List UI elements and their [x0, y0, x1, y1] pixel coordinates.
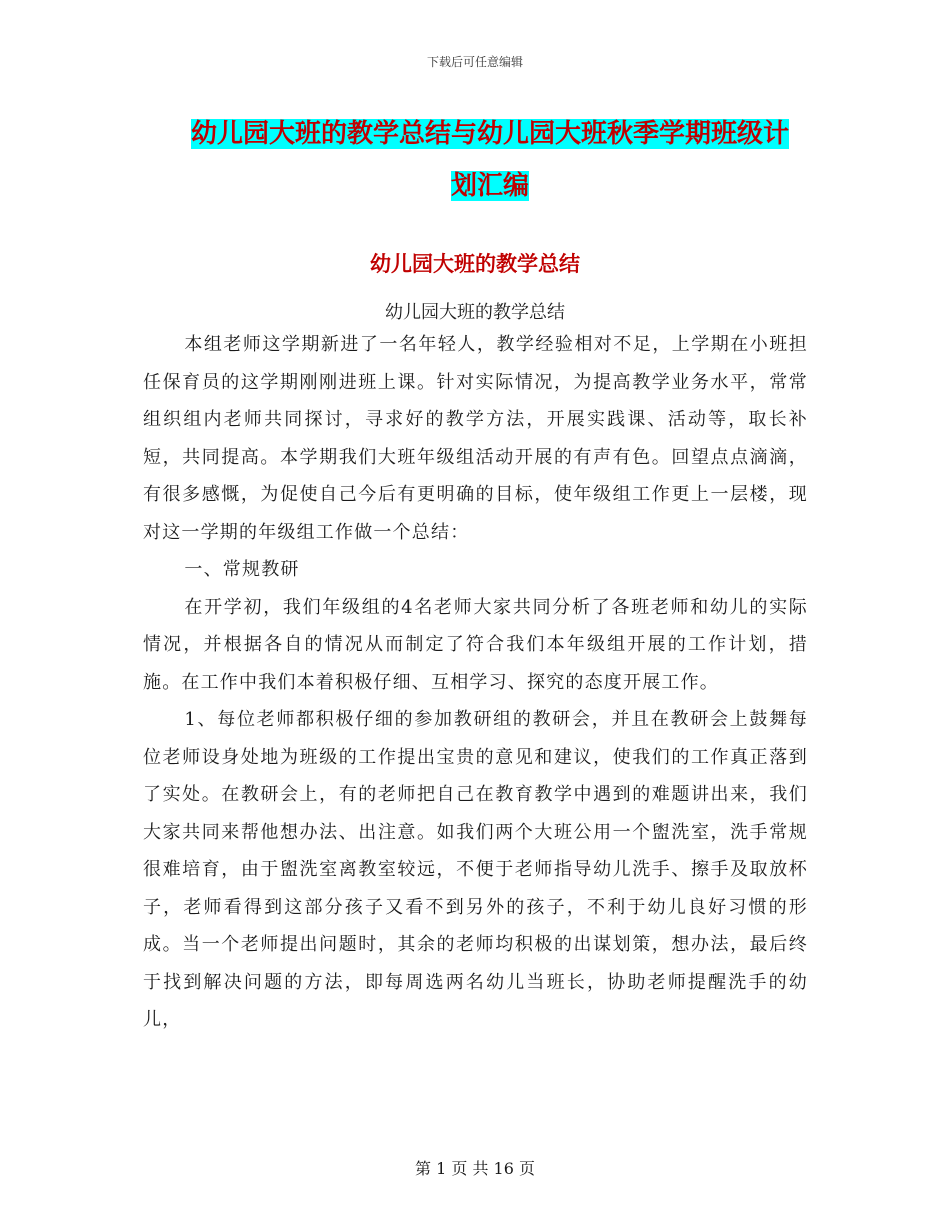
- body-text: [143, 326, 808, 1039]
- paragraph: 本组老师这学期新进了一名年轻人，教学经验相对不足，上学期在小班担任保育员的这学期刚刚进班上课。针对实际情况，为提高教学业务水平，常常组织组内老师共同探讨，寻求好的教学方法，开展实践课、活动等，取长补短，共同提高。本学期我们大班年级组活动开展的有声有色。回望点点滴滴，有很多感慨，为促使自己今后有更明确的目标，使年级组工作更上一层楼，现对这一学期的年级组工作做一个总结：: [143, 334, 808, 543]
- section-title: 幼儿园大班的教学总结: [370, 252, 580, 276]
- header-note: 下载后可任意编辑: [426, 55, 523, 69]
- paragraph: 在开学初，我们年级组的4名老师大家共同分析了各班老师和幼儿的实际情况，并根据各自的情况从而制定了符合我们本年级组开展的工作计划，措施。在工作中我们本着积极仔细、互相学习、探究的态度开展工作。: [143, 596, 808, 693]
- document-title-line-1: 幼儿园大班的教学总结与幼儿园大班秋季学期班级计: [190, 119, 789, 149]
- sub-title: 幼儿园大班的教学总结: [385, 302, 565, 323]
- document-title-line-2: 划汇编: [450, 171, 529, 201]
- document-title: [140, 108, 840, 212]
- paragraph-heading: 一、常规教研: [184, 559, 300, 580]
- page-footer: 第 1 页 共 16 页: [415, 1159, 535, 1178]
- paragraph: 1、每位老师都积极仔细的参加教研组的教研会，并且在教研会上鼓舞每位老师设身处地为班级的工作提出宝贵的意见和建议，使我们的工作真正落到了实处。在教研会上，有的老师把自己在教育教学中遇到的难题讲出来，我们大家共同来帮他想办法、出注意。如我们两个大班公用一个盥洗室，洗手常规很难培育，由于盥洗室离教室较远，不便于老师指导幼儿洗手、擦手及取放杯子，老师看得到这部分孩子又看不到另外的孩子，不利于幼儿良好习惯的形成。当一个老师提出问题时，其余的老师均积极的出谋划策，想办法，最后终于找到解决问题的方法，即每周选两名幼儿当班长，协助老师提醒洗手的幼儿，: [143, 709, 808, 1030]
